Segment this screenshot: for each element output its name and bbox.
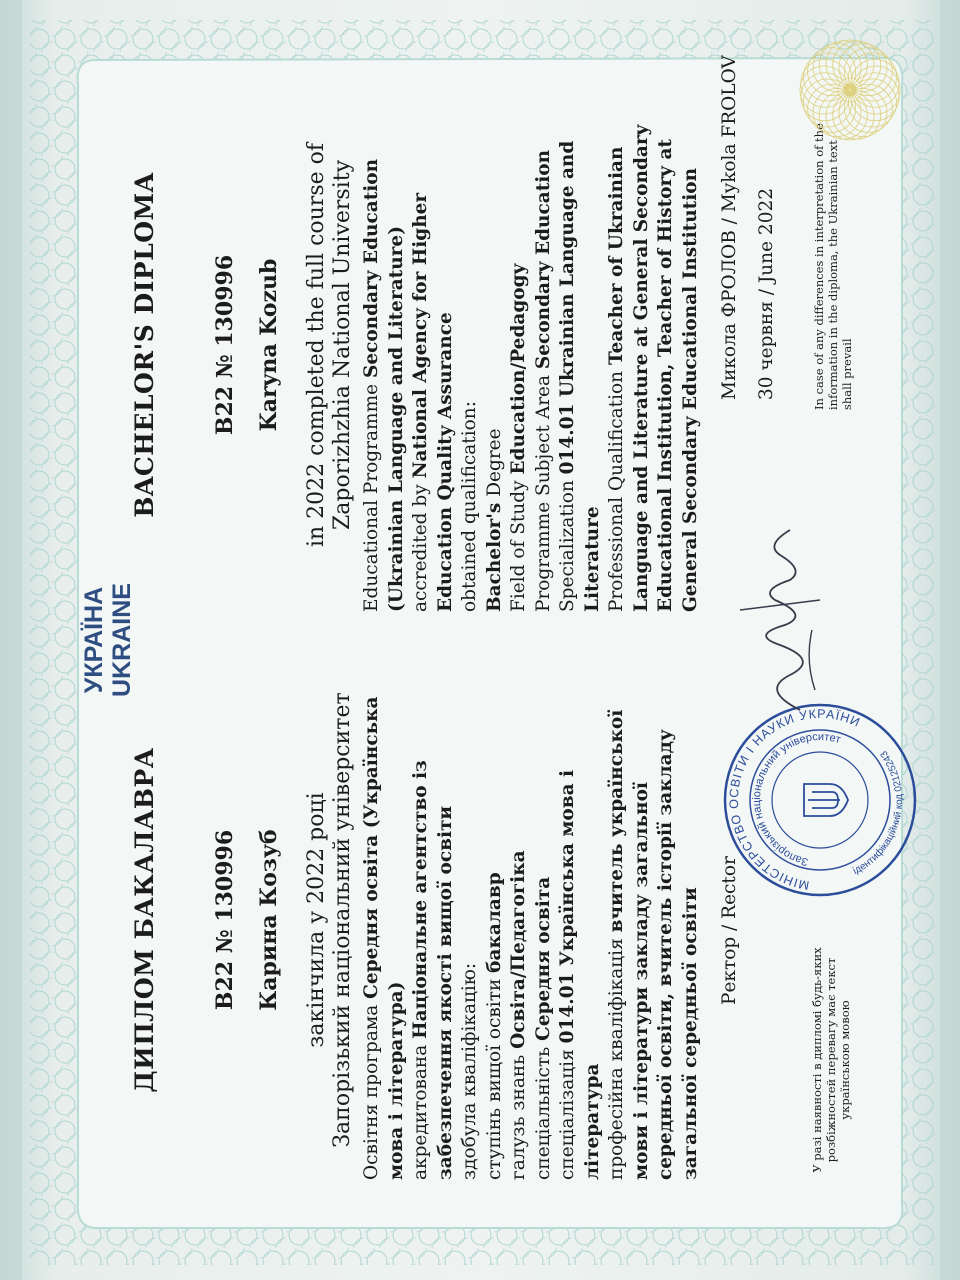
- specialization-prefix-ua: спеціалізація: [557, 1043, 578, 1180]
- university-seal: [720, 700, 920, 900]
- prof-prefix-ua: професійна кваліфікація: [606, 932, 627, 1180]
- specialization-prefix-en: Specialization: [557, 474, 578, 612]
- degree-prefix-ua: ступінь вищої освіти: [483, 972, 505, 1180]
- holder-en: Karyna Kozub: [256, 258, 282, 432]
- accredited-prefix-en: accredited by: [410, 478, 431, 612]
- completed-ua: закінчила у 2022 році: [304, 792, 329, 1048]
- university-en: Zaporizhzhia National University: [330, 159, 355, 531]
- qualification-ua: [360, 680, 703, 1180]
- program-prefix-ua: Освітня програма: [361, 998, 382, 1180]
- qualification-en: [360, 92, 703, 612]
- prof-ua: вчитель української мови і літератури закладу загальної середньої освіти, вчитель історії закладу загальної середньої освіти: [606, 709, 701, 1180]
- degree-en: Bachelor's: [483, 502, 505, 612]
- specialty-ua: Середня освіта: [532, 876, 554, 1041]
- number-en: B22 № 130996: [212, 254, 238, 436]
- university-ua: Запорізький національний університет: [330, 692, 355, 1148]
- footnote-en: In case of any differences in interpretation of the information in the diploma, the Ukrainian text shall prevail: [812, 123, 854, 410]
- field-ua: Освіта/Педагогіка: [508, 850, 529, 1049]
- number-ua: B22 № 130996: [212, 829, 238, 1011]
- rector-signature: [720, 520, 830, 720]
- specialization-ua: 014.01 Українська мова і література: [557, 769, 603, 1180]
- trident-icon: [804, 784, 848, 816]
- program-ua: Середня освіта (Українська мова і література): [361, 696, 407, 1180]
- field-prefix-en: Field of Study: [508, 474, 529, 612]
- subject-en: Secondary Education: [532, 149, 554, 370]
- issue-date: 30 червня / June 2022: [756, 187, 777, 400]
- footnote-ua: У разі наявності в дипломі будь-яких розбіжностей перевагу має текст українською мовою: [810, 947, 852, 1173]
- prof-prefix-en: Professional Qualification: [606, 365, 627, 612]
- title-ua: ДИПЛОМ БАКАЛАВРА: [130, 747, 159, 1093]
- degree-ua: бакалавр: [483, 872, 505, 973]
- obtained-en: obtained qualification:: [459, 401, 480, 612]
- completed-en: in 2022 completed the full course of: [304, 142, 329, 548]
- agency-en: National Agency for Higher Education Quality Assurance: [410, 192, 456, 612]
- prof-en: Teacher of Ukrainian Language and Literature at General Secondary Educational Institution, Teacher of History at General Secondary Educational Institution: [606, 124, 701, 612]
- agency-ua: Національне агентство із забезпечення якості вищої освіти: [410, 760, 456, 1180]
- accredited-prefix-ua: акредитована: [410, 1038, 431, 1180]
- country-ua: УКРАЇНА: [80, 586, 108, 694]
- seal-outer-text: МІНІСТЕРСТВО ОСВІТИ І НАУКИ УКРАЇНИ: [726, 706, 863, 893]
- hologram-rosette-icon: [790, 30, 910, 150]
- degree-suffix-en: Degree: [483, 428, 505, 503]
- specialty-prefix-ua: спеціальність: [532, 1040, 554, 1180]
- specialization-en: 014.01 Ukrainian Language and Literature: [557, 140, 603, 612]
- rector-label: Ректор / Rector: [719, 856, 740, 1005]
- country-en: UKRAINE: [108, 583, 136, 697]
- country-header: [80, 560, 136, 720]
- holder-ua: Карина Козуб: [256, 829, 282, 1011]
- seal-code-text: ідентифікаційний код 02125243: [851, 748, 906, 877]
- title-en: BACHELOR'S DIPLOMA: [130, 172, 159, 518]
- subject-prefix-en: Programme Subject Area: [532, 369, 554, 612]
- field-prefix-ua: галузь знань: [508, 1048, 529, 1180]
- field-en: Education/Pedagogy: [508, 263, 529, 475]
- seal-inner-text: Запорізький національний університет: [750, 730, 843, 868]
- program-en: Secondary Education (Ukrainian Language and Literature): [361, 158, 407, 612]
- rector-name: Микола ФРОЛОВ / Mykola FROLOV: [719, 55, 740, 400]
- program-prefix-en: Educational Programme: [361, 378, 382, 612]
- obtained-ua: здобула кваліфікацію:: [459, 962, 480, 1180]
